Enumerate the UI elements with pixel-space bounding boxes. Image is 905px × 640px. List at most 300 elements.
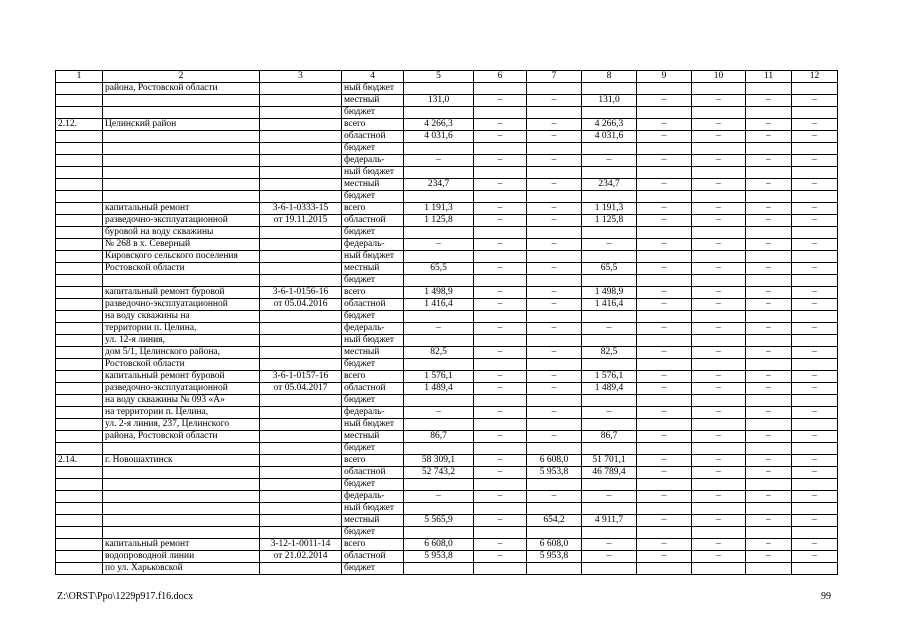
budget-table [55,70,838,575]
value-cell-col-7 [527,395,582,407]
value-cell-col-7: – [527,407,582,419]
value-cell-col-5: 58 309,1 [404,455,474,467]
row-number-cell [56,407,103,419]
row-number-cell [56,131,103,143]
value-cell-col-11: – [746,95,792,107]
value-cell-col-6: – [474,203,527,215]
value-cell-col-7: – [527,239,582,251]
value-cell-col-12: – [792,551,838,563]
column-header-2: 2 [103,71,260,83]
value-cell-col-10: – [692,203,746,215]
value-cell-col-12: – [792,263,838,275]
value-cell-col-5 [404,395,474,407]
value-cell-col-6: – [474,179,527,191]
value-cell-col-10: – [692,323,746,335]
value-cell-col-6 [474,395,527,407]
value-cell-col-7: – [527,287,582,299]
value-cell-col-6 [474,335,527,347]
document-ref-cell [260,83,342,95]
table-row [56,551,838,563]
value-cell-col-7 [527,83,582,95]
value-cell-col-5 [404,83,474,95]
value-cell-col-5 [404,503,474,515]
value-cell-col-12 [792,527,838,539]
value-cell-col-9 [637,167,692,179]
object-name-cell: капитальный ремонт [103,203,260,215]
value-cell-col-7 [527,419,582,431]
value-cell-col-9: – [637,215,692,227]
funding-source-cell: ный бюджет [342,419,404,431]
value-cell-col-9: – [637,287,692,299]
value-cell-col-6: – [474,431,527,443]
value-cell-col-8 [582,191,637,203]
value-cell-col-6 [474,251,527,263]
table-row [56,443,838,455]
value-cell-col-6: – [474,383,527,395]
column-header-8: 8 [582,71,637,83]
value-cell-col-11 [746,311,792,323]
value-cell-col-9: – [637,383,692,395]
value-cell-col-11 [746,191,792,203]
object-name-cell: буровой на воду скважины [103,227,260,239]
row-number-cell [56,503,103,515]
value-cell-col-7 [527,443,582,455]
value-cell-col-9 [637,563,692,575]
object-name-cell: территории п. Целина, [103,323,260,335]
value-cell-col-11: – [746,215,792,227]
value-cell-col-12 [792,443,838,455]
value-cell-col-9: – [637,239,692,251]
table-row [56,131,838,143]
value-cell-col-9: – [637,179,692,191]
table-row [56,407,838,419]
value-cell-col-10: – [692,179,746,191]
value-cell-col-5: 4 031,6 [404,131,474,143]
value-cell-col-7 [527,563,582,575]
document-ref-cell: 3-6-1-0157-16 [260,371,342,383]
funding-source-cell: бюджет [342,143,404,155]
value-cell-col-12: – [792,95,838,107]
value-cell-col-8: – [582,491,637,503]
value-cell-col-12: – [792,347,838,359]
table-row [56,311,838,323]
value-cell-col-9 [637,275,692,287]
table-row [56,239,838,251]
value-cell-col-7: – [527,431,582,443]
value-cell-col-5: 1 576,1 [404,371,474,383]
document-ref-cell [260,347,342,359]
value-cell-col-6 [474,503,527,515]
document-ref-cell [260,179,342,191]
table-row [56,263,838,275]
value-cell-col-7: – [527,119,582,131]
value-cell-col-5: 65,5 [404,263,474,275]
document-ref-cell [260,251,342,263]
document-ref-cell [260,275,342,287]
document-ref-cell [260,311,342,323]
value-cell-col-10: – [692,95,746,107]
row-number-cell [56,227,103,239]
funding-source-cell: бюджет [342,527,404,539]
document-ref-cell: 3-6-1-0333-15 [260,203,342,215]
value-cell-col-9 [637,335,692,347]
value-cell-col-7 [527,503,582,515]
value-cell-col-8 [582,527,637,539]
value-cell-col-7 [527,107,582,119]
table-row [56,275,838,287]
value-cell-col-12 [792,83,838,95]
value-cell-col-6 [474,227,527,239]
value-cell-col-7: – [527,215,582,227]
funding-source-cell: местный [342,263,404,275]
value-cell-col-10 [692,191,746,203]
funding-source-cell: бюджет [342,395,404,407]
value-cell-col-6 [474,419,527,431]
value-cell-col-12: – [792,467,838,479]
value-cell-col-12: – [792,515,838,527]
value-cell-col-11 [746,275,792,287]
object-name-cell: разведочно-эксплуатационной [103,383,260,395]
value-cell-col-10: – [692,347,746,359]
value-cell-col-5: 1 191,3 [404,203,474,215]
value-cell-col-11: – [746,347,792,359]
value-cell-col-8: 65,5 [582,263,637,275]
table-row [56,467,838,479]
funding-source-cell: областной [342,467,404,479]
value-cell-col-11: – [746,239,792,251]
value-cell-col-7: – [527,323,582,335]
document-ref-cell [260,119,342,131]
value-cell-col-12 [792,191,838,203]
funding-source-cell: бюджет [342,359,404,371]
funding-source-cell: местный [342,347,404,359]
table-body [56,71,838,575]
document-ref-cell: 3-6-1-0156-16 [260,287,342,299]
row-number-cell [56,431,103,443]
document-ref-cell: от 05.04.2017 [260,383,342,395]
column-header-10: 10 [692,71,746,83]
value-cell-col-5 [404,107,474,119]
value-cell-col-5 [404,227,474,239]
document-ref-cell [260,419,342,431]
value-cell-col-5 [404,191,474,203]
object-name-cell [103,143,260,155]
row-number-cell [56,203,103,215]
value-cell-col-11 [746,395,792,407]
table-row [56,179,838,191]
footer-file-path: Z:\ORST\Ppo\1229p917.f16.docx [57,591,194,602]
value-cell-col-7 [527,335,582,347]
value-cell-col-9 [637,503,692,515]
object-name-cell [103,443,260,455]
object-name-cell [103,515,260,527]
value-cell-col-11 [746,335,792,347]
value-cell-col-6: – [474,539,527,551]
object-name-cell: на воду скважины № 093 «А» [103,395,260,407]
value-cell-col-10: – [692,455,746,467]
value-cell-col-7 [527,191,582,203]
value-cell-col-8 [582,479,637,491]
value-cell-col-11: – [746,299,792,311]
value-cell-col-10: – [692,515,746,527]
value-cell-col-11 [746,359,792,371]
value-cell-col-11 [746,167,792,179]
funding-source-cell: федераль- [342,323,404,335]
object-name-cell: № 268 в х. Северный [103,239,260,251]
value-cell-col-8 [582,251,637,263]
funding-source-cell: ный бюджет [342,167,404,179]
value-cell-col-5 [404,275,474,287]
value-cell-col-9: – [637,371,692,383]
value-cell-col-9 [637,443,692,455]
value-cell-col-10 [692,359,746,371]
value-cell-col-8: – [582,551,637,563]
value-cell-col-12 [792,311,838,323]
table-row [56,251,838,263]
row-number-cell [56,155,103,167]
table-row [56,155,838,167]
value-cell-col-10 [692,443,746,455]
document-ref-cell [260,395,342,407]
value-cell-col-11 [746,527,792,539]
value-cell-col-11: – [746,179,792,191]
value-cell-col-12: – [792,179,838,191]
value-cell-col-6: – [474,551,527,563]
value-cell-col-12: – [792,371,838,383]
document-ref-cell [260,407,342,419]
value-cell-col-10: – [692,299,746,311]
funding-source-cell: областной [342,215,404,227]
value-cell-col-10: – [692,551,746,563]
value-cell-col-6: – [474,239,527,251]
value-cell-col-6: – [474,299,527,311]
value-cell-col-11: – [746,407,792,419]
funding-source-cell: областной [342,299,404,311]
value-cell-col-12: – [792,215,838,227]
value-cell-col-8: 82,5 [582,347,637,359]
row-number-cell [56,263,103,275]
row-number-cell: 2.14. [56,455,103,467]
value-cell-col-6: – [474,155,527,167]
row-number-cell [56,335,103,347]
value-cell-col-12 [792,107,838,119]
value-cell-col-7 [527,275,582,287]
value-cell-col-11: – [746,371,792,383]
funding-source-cell: бюджет [342,275,404,287]
value-cell-col-10 [692,227,746,239]
value-cell-col-8: – [582,155,637,167]
row-number-cell [56,167,103,179]
value-cell-col-10: – [692,155,746,167]
value-cell-col-6: – [474,263,527,275]
value-cell-col-11: – [746,467,792,479]
value-cell-col-5 [404,167,474,179]
value-cell-col-11: – [746,131,792,143]
value-cell-col-7: – [527,203,582,215]
value-cell-col-11: – [746,119,792,131]
value-cell-col-7: 5 953,8 [527,467,582,479]
value-cell-col-5: 5 565,9 [404,515,474,527]
object-name-cell: капитальный ремонт буровой [103,287,260,299]
funding-source-cell: всего [342,119,404,131]
table-row [56,215,838,227]
object-name-cell: по ул. Харьковской [103,563,260,575]
table-row [56,503,838,515]
value-cell-col-8: 1 191,3 [582,203,637,215]
column-header-11: 11 [746,71,792,83]
document-ref-cell [260,335,342,347]
value-cell-col-8 [582,167,637,179]
row-number-cell [56,479,103,491]
value-cell-col-12: – [792,119,838,131]
value-cell-col-7: – [527,383,582,395]
value-cell-col-6 [474,143,527,155]
value-cell-col-12 [792,419,838,431]
value-cell-col-9 [637,107,692,119]
value-cell-col-8: 4 031,6 [582,131,637,143]
value-cell-col-9: – [637,515,692,527]
value-cell-col-11 [746,251,792,263]
object-name-cell: ул. 12-я линия, [103,335,260,347]
value-cell-col-12 [792,395,838,407]
value-cell-col-11: – [746,491,792,503]
object-name-cell [103,491,260,503]
table-row [56,563,838,575]
value-cell-col-5: 1 489,4 [404,383,474,395]
value-cell-col-5: 52 743,2 [404,467,474,479]
row-number-cell [56,467,103,479]
value-cell-col-7: – [527,131,582,143]
value-cell-col-5: 82,5 [404,347,474,359]
value-cell-col-11: – [746,155,792,167]
value-cell-col-11: – [746,431,792,443]
value-cell-col-11: – [746,263,792,275]
value-cell-col-10 [692,527,746,539]
value-cell-col-8: 131,0 [582,95,637,107]
object-name-cell [103,191,260,203]
value-cell-col-11: – [746,551,792,563]
value-cell-col-9 [637,527,692,539]
funding-source-cell: областной [342,551,404,563]
value-cell-col-5: – [404,155,474,167]
value-cell-col-10: – [692,539,746,551]
value-cell-col-10 [692,479,746,491]
object-name-cell [103,167,260,179]
row-number-cell [56,515,103,527]
value-cell-col-8: 234,7 [582,179,637,191]
object-name-cell: ул. 2-я линия, 237, Целинского [103,419,260,431]
funding-source-cell: федераль- [342,155,404,167]
value-cell-col-5: 131,0 [404,95,474,107]
value-cell-col-9: – [637,263,692,275]
value-cell-col-12 [792,335,838,347]
value-cell-col-12: – [792,287,838,299]
funding-source-cell: всего [342,371,404,383]
value-cell-col-9: – [637,407,692,419]
value-cell-col-8 [582,275,637,287]
value-cell-col-11: – [746,455,792,467]
document-ref-cell: 3-12-1-0011-14 [260,539,342,551]
value-cell-col-8: – [582,539,637,551]
value-cell-col-5 [404,527,474,539]
document-ref-cell [260,491,342,503]
value-cell-col-7: – [527,299,582,311]
document-ref-cell [260,431,342,443]
document-ref-cell [260,503,342,515]
document-ref-cell [260,131,342,143]
column-header-3: 3 [260,71,342,83]
value-cell-col-5 [404,143,474,155]
value-cell-col-7: 5 953,8 [527,551,582,563]
value-cell-col-8: – [582,239,637,251]
value-cell-col-12 [792,359,838,371]
table-row [56,515,838,527]
value-cell-col-8 [582,227,637,239]
value-cell-col-12 [792,479,838,491]
value-cell-col-8 [582,335,637,347]
value-cell-col-11: – [746,287,792,299]
column-header-6: 6 [474,71,527,83]
document-ref-cell [260,359,342,371]
funding-source-cell: ный бюджет [342,83,404,95]
value-cell-col-10: – [692,467,746,479]
value-cell-col-10 [692,335,746,347]
row-number-cell [56,107,103,119]
table-row [56,287,838,299]
value-cell-col-5: 234,7 [404,179,474,191]
value-cell-col-12: – [792,407,838,419]
document-ref-cell [260,227,342,239]
value-cell-col-6 [474,83,527,95]
row-number-cell [56,275,103,287]
table-row [56,143,838,155]
value-cell-col-5: 4 266,3 [404,119,474,131]
funding-source-cell: бюджет [342,227,404,239]
row-number-cell [56,443,103,455]
object-name-cell [103,107,260,119]
funding-source-cell: ный бюджет [342,335,404,347]
document-ref-cell [260,443,342,455]
value-cell-col-9: – [637,299,692,311]
value-cell-col-12: – [792,203,838,215]
value-cell-col-12 [792,275,838,287]
object-name-cell: разведочно-эксплуатационной [103,215,260,227]
value-cell-col-6 [474,275,527,287]
value-cell-col-8: – [582,323,637,335]
value-cell-col-11 [746,479,792,491]
funding-source-cell: бюджет [342,443,404,455]
value-cell-col-9 [637,227,692,239]
value-cell-col-7: – [527,155,582,167]
value-cell-col-10 [692,395,746,407]
table-row [56,539,838,551]
value-cell-col-7 [527,311,582,323]
value-cell-col-5: – [404,491,474,503]
value-cell-col-7: 654,2 [527,515,582,527]
document-ref-cell [260,95,342,107]
value-cell-col-11 [746,419,792,431]
value-cell-col-7 [527,527,582,539]
row-number-cell [56,539,103,551]
row-number-cell [56,239,103,251]
value-cell-col-6: – [474,491,527,503]
table-row [56,395,838,407]
row-number-cell [56,299,103,311]
document-ref-cell: от 05.04.2016 [260,299,342,311]
value-cell-col-8: 4 266,3 [582,119,637,131]
value-cell-col-8 [582,395,637,407]
object-name-cell: Целинский район [103,119,260,131]
